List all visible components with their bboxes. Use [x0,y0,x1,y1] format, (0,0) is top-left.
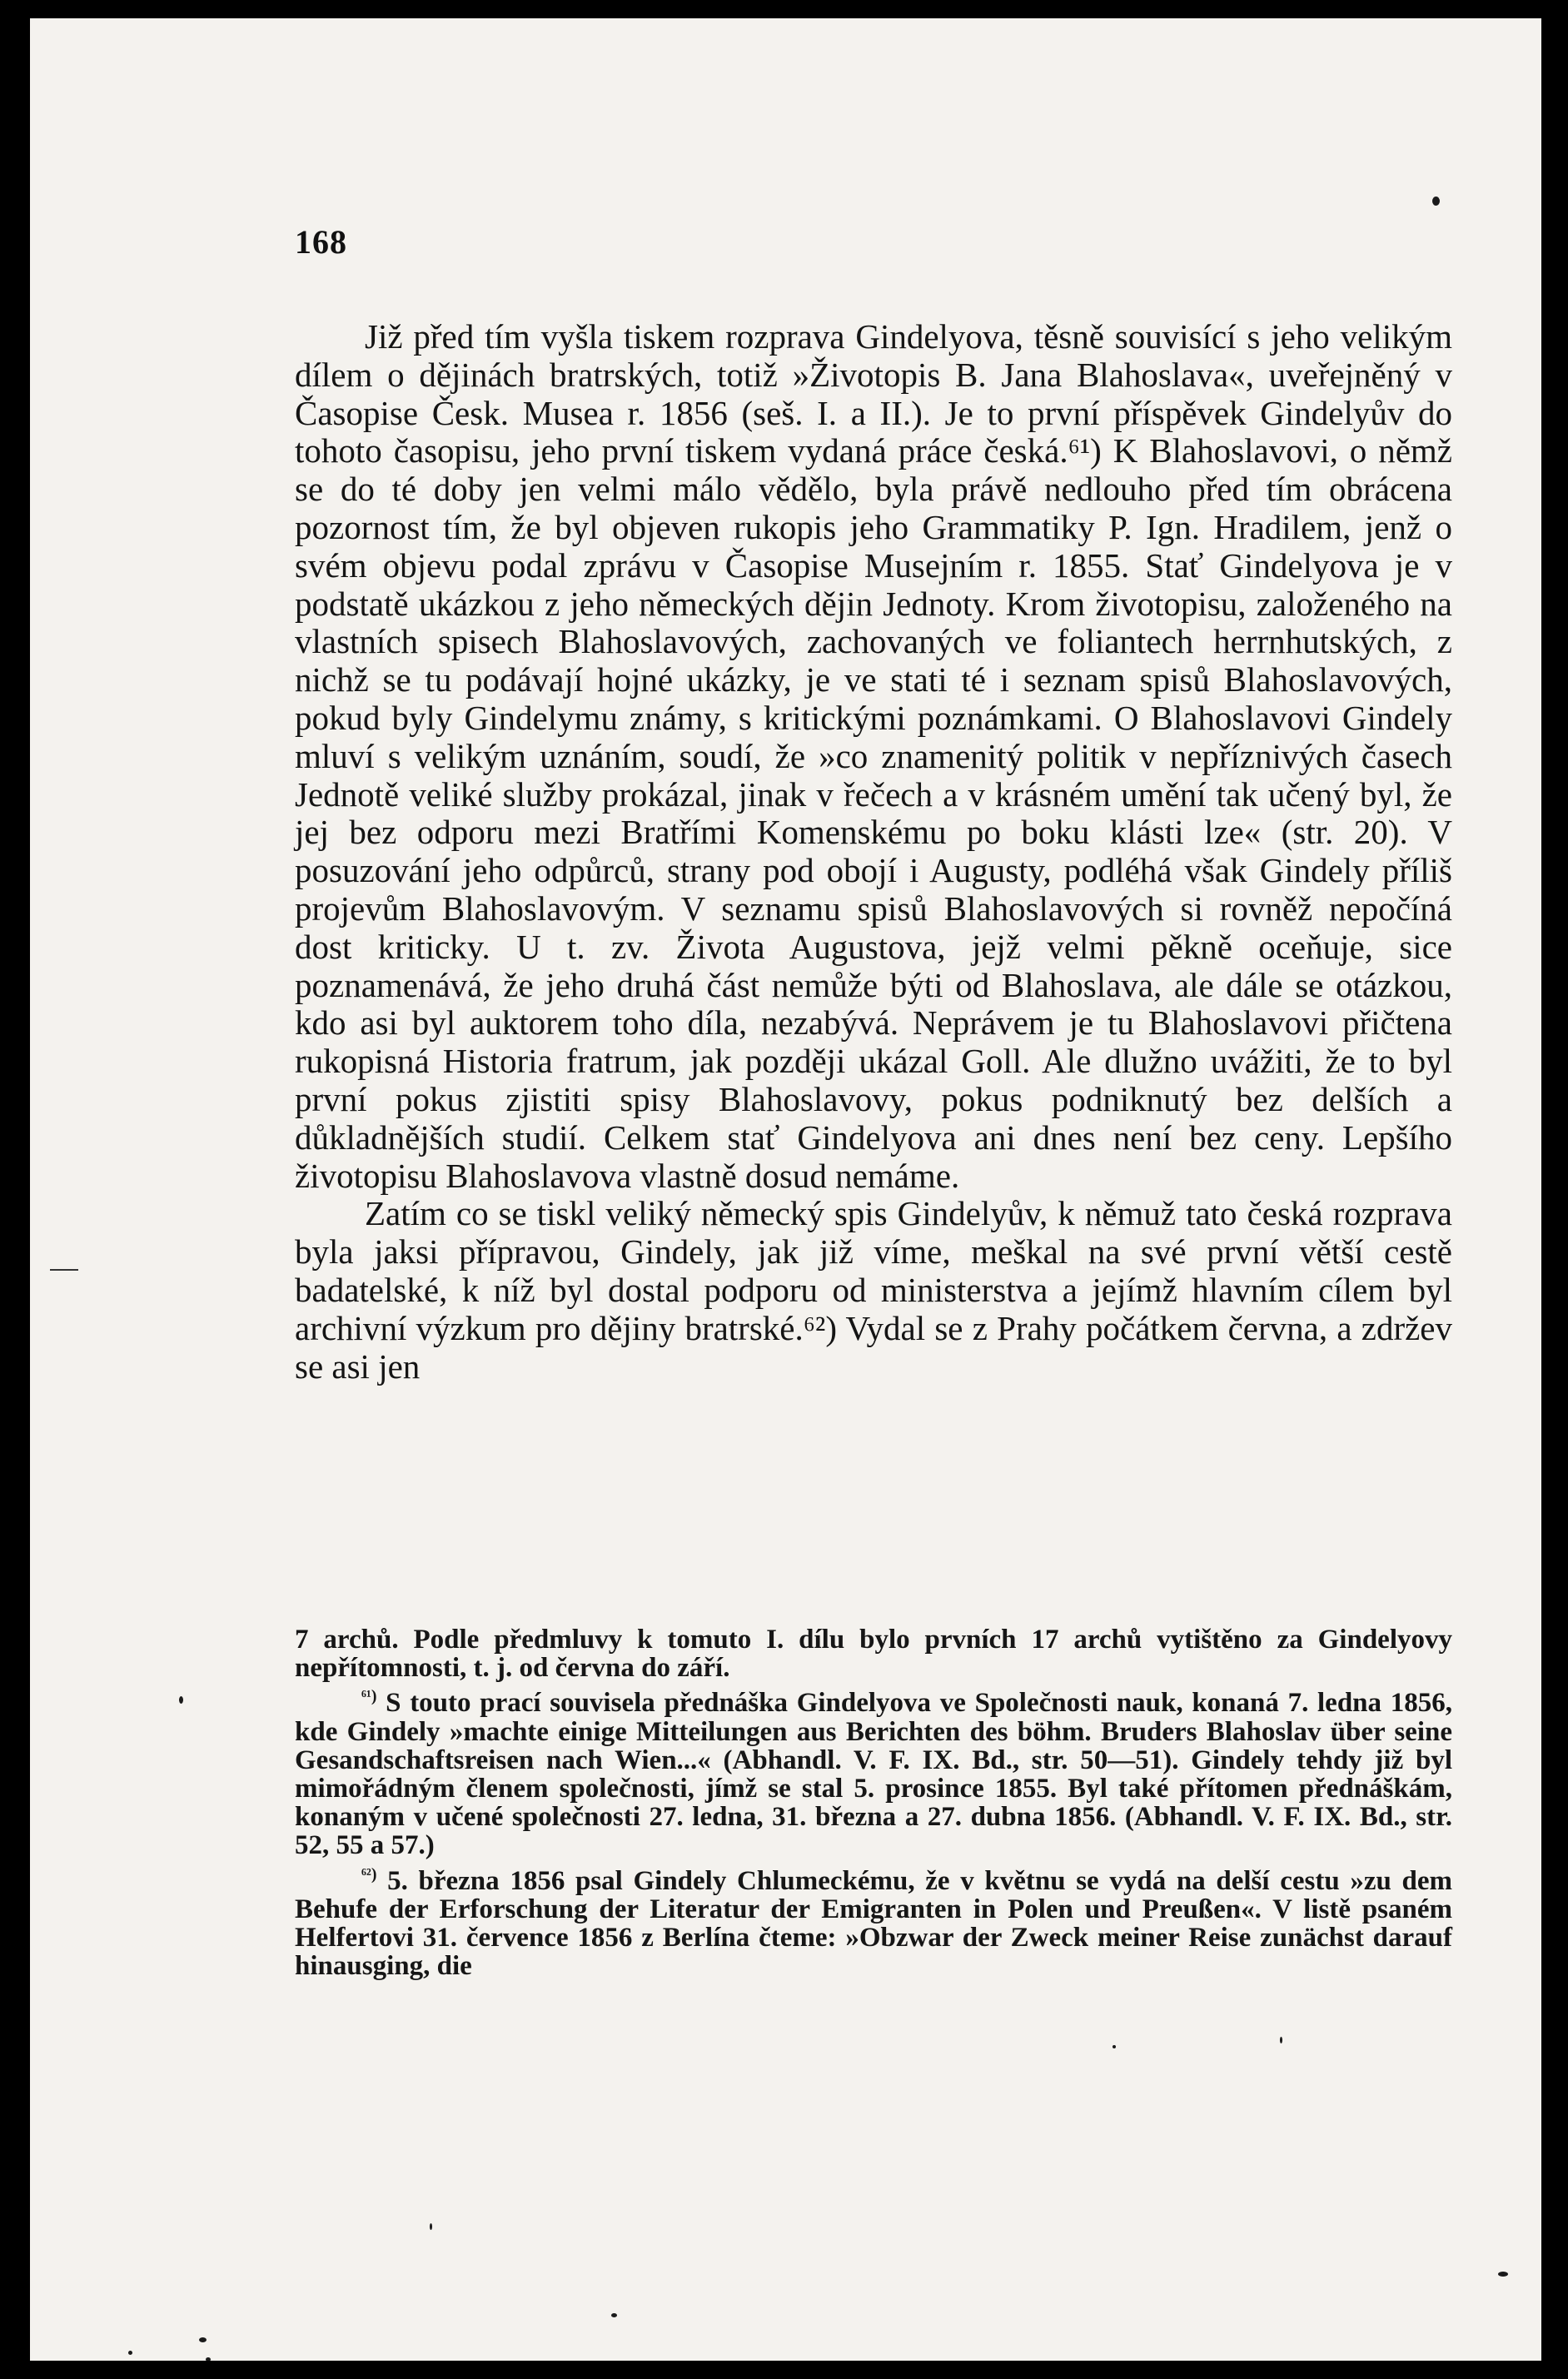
body-paragraph-1: Již před tím vyšla tiskem rozprava Gindelyova, těsně souvisící s jeho velikým dílem o dějinách bratrských, totiž »Životopis B. Jana Blahoslava«, uveřejněný v Časopise Česk. Musea r. 1856 (seš. I. a II.). Je to první příspěvek Gindelyův do tohoto časopisu, jeho první tiskem vydaná práce česká.⁶¹) K Blahoslavovi, o němž se do té doby jen velmi málo vědělo, byla právě nedlouho před tím obrácena pozornost tím, že byl objeven rukopis jeho Grammatiky P. Ign. Hradilem, jenž o svém objevu podal zprávu v Časopise Musejním r. 1855. Stať Gindelyova je v podstatě ukázkou z jeho německých dějin Jednoty. Krom životopisu, založeného na vlastních spisech Blahoslavových, zachovaných ve foliantech herrnhutských, z nichž se tu podávají hojné ukázky, je ve stati té i seznam spisů Blahoslavových, pokud byly Gindelymu známy, s kritickými poznámkami. O Blahoslavovi Gindely mluví s velikým uznáním, soudí, že »co znamenitý politik v nepříznivých časech Jednotě veliké služby prokázal, jinak v řečech a v krásném umění tak učený byl, že jej bez odporu mezi Bratřími Komenskému po boku klásti lze« (str. 20). V posuzování jeho odpůrců, strany pod obojí i Augusty, podléhá však Gindely příliš projevům Blahoslavovým. V seznamu spisů Blahoslavových si rovněž nepočíná dost kriticky. U t. zv. Života Augustova, jejž velmi pěkně oceňuje, sice poznamenává, že jeho druhá část nemůže býti od Blahoslava, ale dále se otázkou, kdo asi byl auktorem toho díla, nezabývá. Neprávem je tu Blahoslavovi přičtena rukopisná Historia fratrum, jak později ukázal Goll. Ale dlužno uvážiti, že to byl první pokus zjistiti spisy Blahoslavovy, pokus podniknutý bez delších a důkladnějších studií. Celkem stať Gindelyova ani dnes není bez ceny. Lepšího životopisu Blahoslavova vlastně dosud nemáme. [295,317,1452,1195]
footnote-61-mark: ⁶¹) [361,1687,377,1706]
footnote-61 [295,1689,1452,1859]
main-text [295,318,1452,1386]
footnotes [295,1625,1452,1987]
footnote-continuation: 7 archů. Podle předmluvy k tomuto I. dílu bylo prvních 17 archů vytištěno za Gindelyovy nepřítomnosti, t. j. od června do září. [295,1625,1452,1684]
scan-speck [1498,2272,1508,2277]
scan-speck [1280,2037,1282,2043]
book-page [30,18,1541,2361]
footnote-62-mark: ⁶²) [361,1864,377,1884]
scan-speck [1113,2045,1116,2048]
footnote-61-text: S touto prací souvisela přednáška Gindelyova ve Společnosti nauk, konaná 7. ledna 1856, kde Gindely »machte einige Mitteilungen aus Berichten des böhm. Bruders Blahoslav über seine Gesandschaftsreisen nach Wien...« (Abhandl. V. F. IX. Bd., str. 50—51). Gindely tehdy již byl mimořádným členem společnosti, jímž se stal 5. prosince 1855. Byl také přítomen přednáškám, konaným v učené společnosti 27. ledna, 31. března a 27. dubna 1856. (Abhandl. V. F. IX. Bd., str. 52, 55 a 57.) [295,1688,1452,1861]
scan-speck [430,2223,432,2230]
footnote-62 [295,1864,1452,1982]
scan-speck [206,2357,211,2361]
margin-dash [50,1269,78,1271]
scan-speck [128,2351,132,2355]
scan-speck [611,2313,617,2317]
page-number: 168 [295,223,347,261]
body-paragraph-2: Zatím co se tiskl veliký německý spis Gindelyův, k němuž tato česká rozprava byla jaksi přípravou, Gindely, jak již víme, meškal na své první větší cestě badatelské, k níž byl dostal podporu od ministerstva a jejímž hlavním cílem byl archivní výzkum pro dějiny bratrské.⁶²) Vydal se z Prahy počátkem června, a zdržev se asi jen [295,1194,1452,1386]
scan-speck [1432,197,1440,206]
footnote-62-text: 5. března 1856 psal Gindely Chlumeckému, že v květnu se vydá na delší cestu »zu dem Behufe der Erforschung der Literatur der Emigranten in Polen und Preußen«. V listě psaném Helfertovi 31. července 1856 z Berlína čteme: »Obzwar der Zweck meiner Reise zunächst darauf hinausging, die [295,1865,1452,1982]
scan-speck [199,2337,207,2342]
scan-speck [179,1696,183,1704]
